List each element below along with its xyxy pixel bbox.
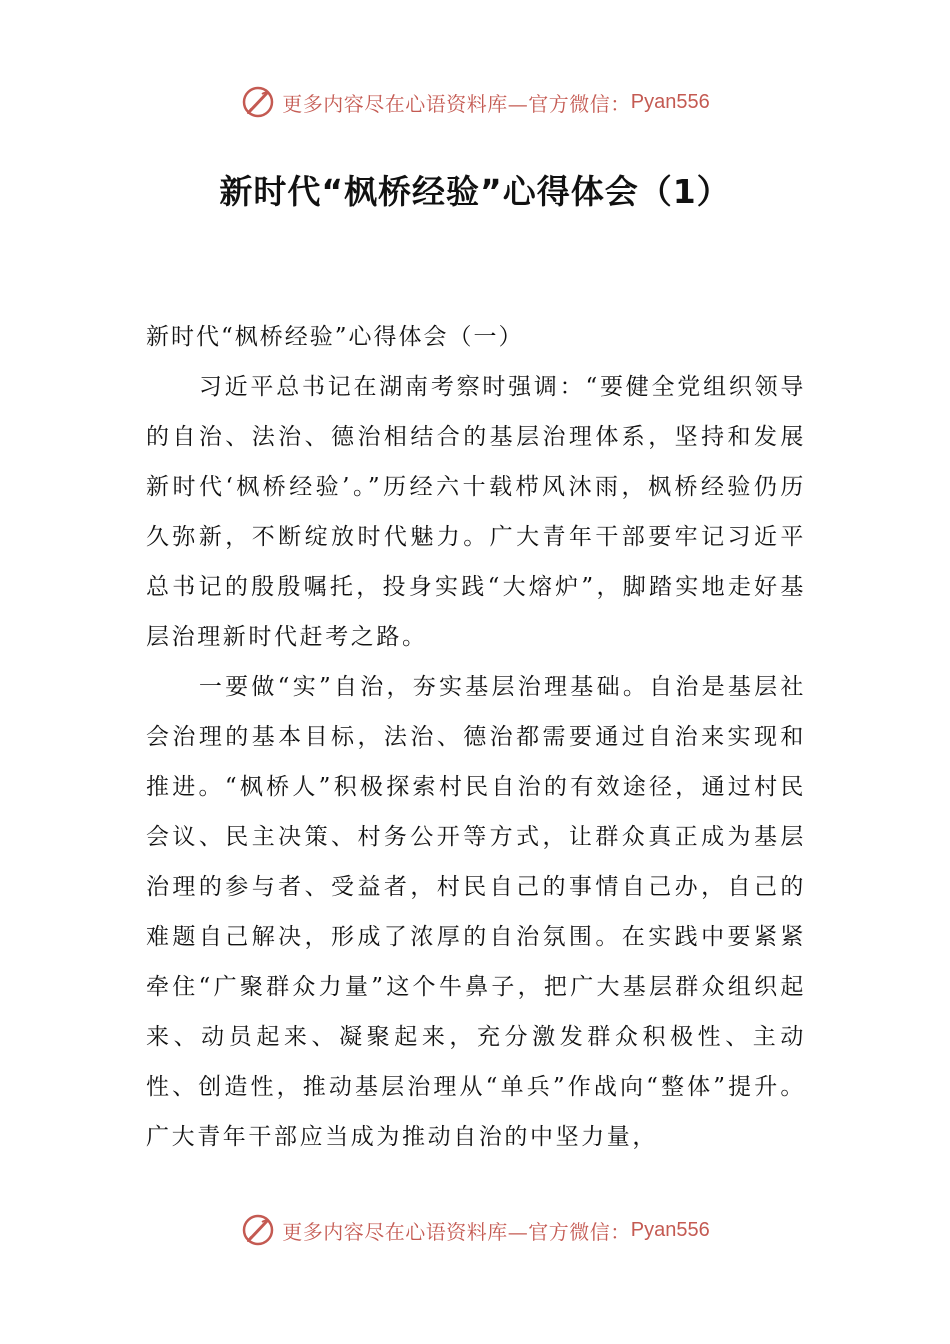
paragraph-1: 习近平总书记在湖南考察时强调：“要健全党组织领导的自治、法治、德治相结合的基层治理体系，坚持和发展新时代‘枫桥经验’。”历经六十载栉风沐雨，枫桥经验仍历久弥新，不断绽放时代魅力。广大青年干部要牢记习近平总书记的殷殷嘱托，投身实践“大熔炉”，脚踏实地走好基层治理新时代赶考之路。 xyxy=(146,374,806,650)
document-subtitle: 新时代“枫桥经验”心得体会（一） xyxy=(146,324,524,350)
paragraph-2: 一要做“实”自治，夯实基层治理基础。自治是基层社会治理的基本目标，法治、德治都需要通过自治来实现和推进。“枫桥人”积极探索村民自治的有效途径，通过村民会议、民主决策、村务公开等方式，让群众真正成为基层治理的参与者、受益者，村民自己的事情自己办，自己的难题自己解决，形成了浓厚的自治氛围。在实践中要紧紧牵住“广聚群众力量”这个牛鼻子，把广大基层群众组织起来、动员起来、凝聚起来，充分激发群众积极性、主动性、创造性，推动基层治理从“单兵”作战向“整体”提升。广大青年干部应当成为推动自治的中坚力量， xyxy=(146,674,806,1150)
footer-watermark-banner xyxy=(0,1210,950,1250)
pen-in-circle-icon xyxy=(240,1212,276,1248)
document-title: 新时代“枫桥经验”心得体会（1） xyxy=(219,172,731,211)
banner-text: 更多内容尽在心语资料库—官方微信： xyxy=(282,91,631,116)
header-watermark-banner xyxy=(0,82,950,122)
banner-text: 更多内容尽在心语资料库—官方微信： xyxy=(282,1219,631,1244)
banner-wechat-id: Pyan556 xyxy=(630,90,710,113)
banner-wechat-id: Pyan556 xyxy=(630,1218,710,1241)
pen-in-circle-icon xyxy=(240,84,276,120)
document-body xyxy=(146,312,806,1162)
